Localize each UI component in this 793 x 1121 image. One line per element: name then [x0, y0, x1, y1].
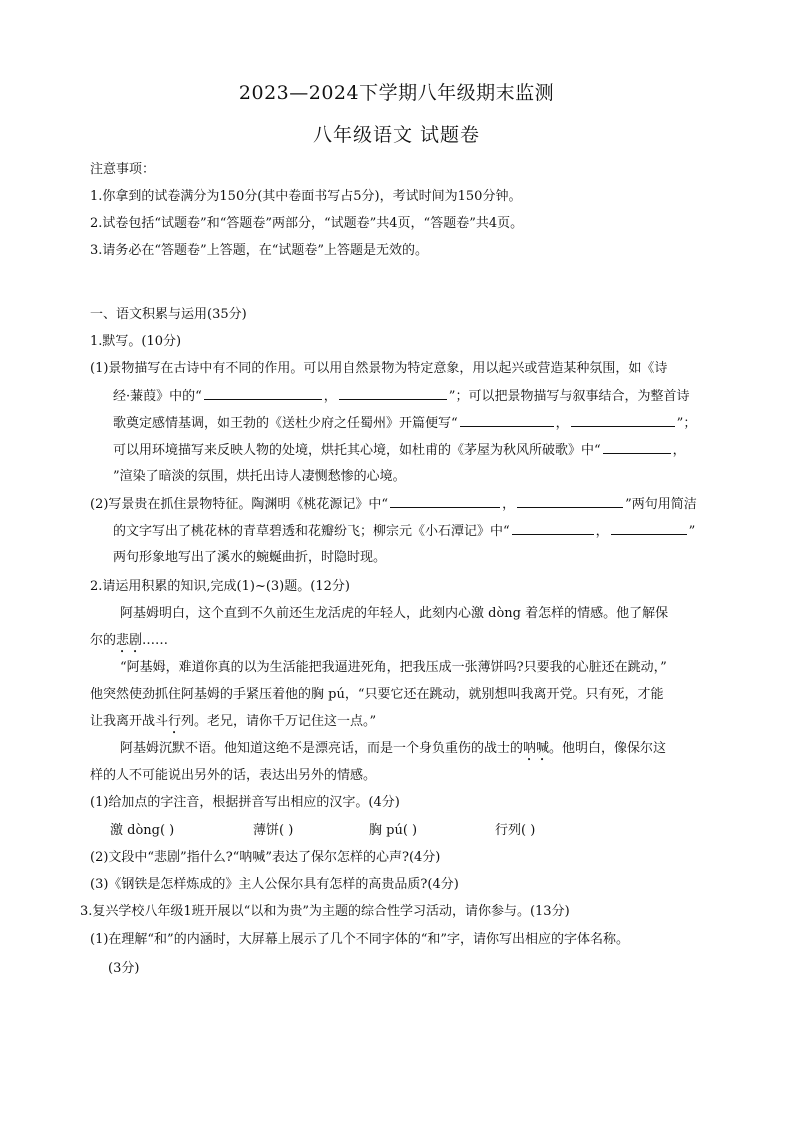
note-2: 2.试卷包括“试题卷”和“答题卷”两部分，“试题卷”共4页，“答题卷”共4页。 [90, 216, 524, 231]
passage-p3-b: 样的人不可能说出另外的话，表达出另外的情感。 [90, 768, 377, 783]
q1-1-line-a: (1)景物描写在古诗中有不同的作用。可以用自然景物为特定意象，用以起兴或营造某种氛围，如《诗 [90, 361, 668, 376]
question-1: 1.默写。(10分) [90, 334, 182, 349]
note-1: 1.你拿到的试卷满分为150分(其中卷面书写占5分)，考试时间为150分钟。 [90, 189, 522, 204]
answer-blank[interactable] [512, 522, 594, 535]
q1-1-line-d: 可以用环境描写来反映人物的处境，烘托其心境，如杜甫的《茅屋为秋风所破歌》中“ ， [113, 443, 686, 458]
passage-p2-b: 他突然使劲抓住阿基姆的手紧压着他的胸 pú，“只要它还在跳动，就别想叫我离开党。只有死，才能 [90, 687, 664, 702]
exam-title: 2023—2024下学期八年级期末监测 [238, 82, 555, 104]
fill-item-3[interactable]: 胸 pú( ) [369, 823, 418, 838]
passage-p2-a: “阿基姆，难道你真的以为生活能把我逼进死角，把我压成一张薄饼吗?只要我的心脏还在跳动，” [120, 660, 667, 675]
q2-1: (1)给加点的字注音，根据拼音写出相应的汉字。(4分) [90, 795, 400, 810]
fill-item-4[interactable]: 行列( ) [495, 823, 536, 838]
q1-2-line-a: (2)写景贵在抓住景物特征。陶渊明《桃花源记》中“ ， ”两句用简洁 [90, 497, 697, 512]
q1-1-line-c: 歌奠定感情基调，如王勃的《送杜少府之任蜀州》开篇便写“ ， ”； [113, 416, 697, 431]
question-3: 3.复兴学校八年级1班开展以“以和为贵”为主题的综合性学习活动，请你参与。(13分) [80, 904, 570, 919]
passage-p1-a: 阿基姆明白，这个直到不久前还生龙活虎的年轻人，此刻内心激 dòng 着怎样的情感。他了解保 [120, 606, 669, 621]
q3-1: (1)在理解“和”的内涵时，大屏幕上展示了几个不同字体的“和”字，请你写出相应的字体名称。 [90, 932, 629, 947]
q3-1-score: (3分) [108, 961, 140, 976]
answer-blank[interactable] [460, 414, 554, 427]
exam-subtitle: 八年级语文 试题卷 [312, 124, 481, 146]
passage-p2-c: 让我离开战斗行列。老兄，请你千万记住这一点。” [90, 714, 377, 729]
passage-p1-b: 尔的悲剧…… [90, 633, 169, 648]
q1-2-line-b: 的文字写出了桃花林的青草碧透和花瓣纷飞；柳宗元《小石潭记》中“ ， ” [113, 524, 696, 539]
fill-item-1[interactable]: 激 dòng( ) [110, 823, 175, 838]
q1-1-line-e: ”渲染了暗淡的氛围，烘托出诗人凄恻愁惨的心境。 [113, 469, 406, 484]
q2-2: (2)文段中“悲剧”指什么?“呐喊”表达了保尔怎样的心声?(4分) [90, 850, 441, 865]
q1-2-line-c: 两句形象地写出了溪水的蜿蜒曲折，时隐时现。 [113, 550, 387, 565]
answer-blank[interactable] [339, 387, 447, 400]
answer-blank[interactable] [390, 495, 500, 508]
answer-blank[interactable] [603, 441, 671, 454]
answer-blank[interactable] [611, 522, 687, 535]
q2-3: (3)《钢铁是怎样炼成的》主人公保尔具有怎样的高贵品质?(4分) [90, 877, 459, 892]
fill-item-2[interactable]: 薄饼( ) [253, 823, 294, 838]
question-2: 2.请运用积累的知识,完成(1)~(3)题。(12分) [90, 579, 350, 594]
answer-blank[interactable] [204, 387, 322, 400]
answer-blank[interactable] [517, 495, 623, 508]
answer-blank[interactable] [571, 414, 675, 427]
notes-heading: 注意事项： [90, 162, 156, 177]
q1-1-line-b: 经·蒹葭》中的“ ， ”；可以把景物描写与叙事结合，为整首诗 [113, 389, 690, 404]
passage-p3-a: 阿基姆沉默不语。他知道这绝不是漂亮话，而是一个身负重伤的战士的呐喊。他明白，像保尔这 [120, 741, 667, 756]
section-heading: 一、语文积累与运用(35分) [90, 307, 247, 322]
note-3: 3.请务必在“答题卷”上答题，在“试题卷”上答题是无效的。 [90, 243, 428, 258]
